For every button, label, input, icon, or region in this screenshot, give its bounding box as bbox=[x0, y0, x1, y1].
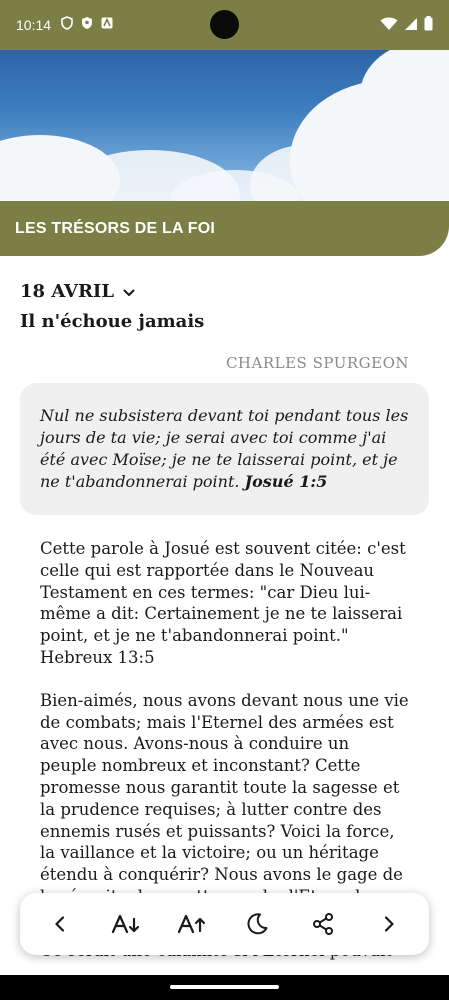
verse-reference: Josué 1:5 bbox=[244, 472, 328, 491]
status-bar bbox=[0, 0, 449, 50]
entry-body bbox=[40, 538, 410, 929]
share-button[interactable] bbox=[303, 904, 343, 944]
reader-toolbar bbox=[20, 893, 429, 955]
text-increase-icon bbox=[177, 913, 207, 935]
entry-author: CHARLES SPURGEON bbox=[225, 354, 409, 372]
chevron-down-icon bbox=[122, 285, 136, 299]
verse-text bbox=[40, 405, 409, 493]
body-paragraph: Bien-aimés, nous avons devant nous une vie de combats; mais l'Eternel des armées est avec nous. Avons-nous à conduire un peuple nombreux et inconstant? Cette promesse nous garantit toute la sagesse et la prudence requises; à lutter contre des ennemis rusés et puissants? Voici la force, la vaillance et la victoire; ou un héritage étendu à conquérir? Nous avons le gage de bbox=[40, 690, 409, 885]
security-icon bbox=[80, 16, 94, 30]
previous-button[interactable] bbox=[40, 904, 80, 944]
status-time: 10:14 bbox=[16, 17, 52, 33]
home-gesture-handle[interactable] bbox=[170, 985, 279, 989]
app-title-bar bbox=[0, 201, 449, 256]
chevron-right-icon bbox=[379, 914, 399, 934]
entry-title: Il n'échoue jamais bbox=[20, 311, 205, 332]
verse-card bbox=[20, 383, 429, 515]
share-icon bbox=[311, 912, 335, 936]
battery-icon bbox=[424, 16, 433, 34]
signal-icon bbox=[404, 17, 418, 34]
app-title: LES TRÉSORS DE LA FOI bbox=[15, 220, 216, 237]
camera-cutout bbox=[210, 10, 239, 39]
date-selector[interactable] bbox=[20, 281, 136, 302]
chevron-left-icon bbox=[50, 914, 70, 934]
status-notification-icons bbox=[60, 16, 114, 30]
system-nav-bar bbox=[0, 975, 449, 1000]
wifi-icon bbox=[380, 17, 398, 34]
header-banner-image bbox=[0, 50, 449, 205]
status-system-icons bbox=[380, 16, 433, 34]
app-notification-icon bbox=[100, 16, 114, 30]
body-paragraph: Cette parole à Josué est souvent citée: c'est celle qui est rapportée dans le Nouveau Testament en ces termes: "car Dieu lui-même a dit: Certainement je ne te laisserai point, et je ne t'abandonnerai point." Hebreux 13:5 bbox=[40, 539, 406, 667]
entry-date: 18 AVRIL bbox=[20, 281, 114, 302]
dark-mode-button[interactable] bbox=[237, 904, 277, 944]
decrease-font-button[interactable] bbox=[106, 904, 146, 944]
increase-font-button[interactable] bbox=[172, 904, 212, 944]
shield-icon bbox=[60, 16, 74, 30]
text-decrease-icon bbox=[111, 913, 141, 935]
verse-body: Nul ne subsistera devant toi pendant tous les jours de ta vie; je serai avec toi comme j'ai été avec Moïse; je ne te laisserai point, et je ne t'abandonnerai point. bbox=[40, 406, 409, 491]
next-button[interactable] bbox=[369, 904, 409, 944]
moon-icon bbox=[245, 912, 269, 936]
